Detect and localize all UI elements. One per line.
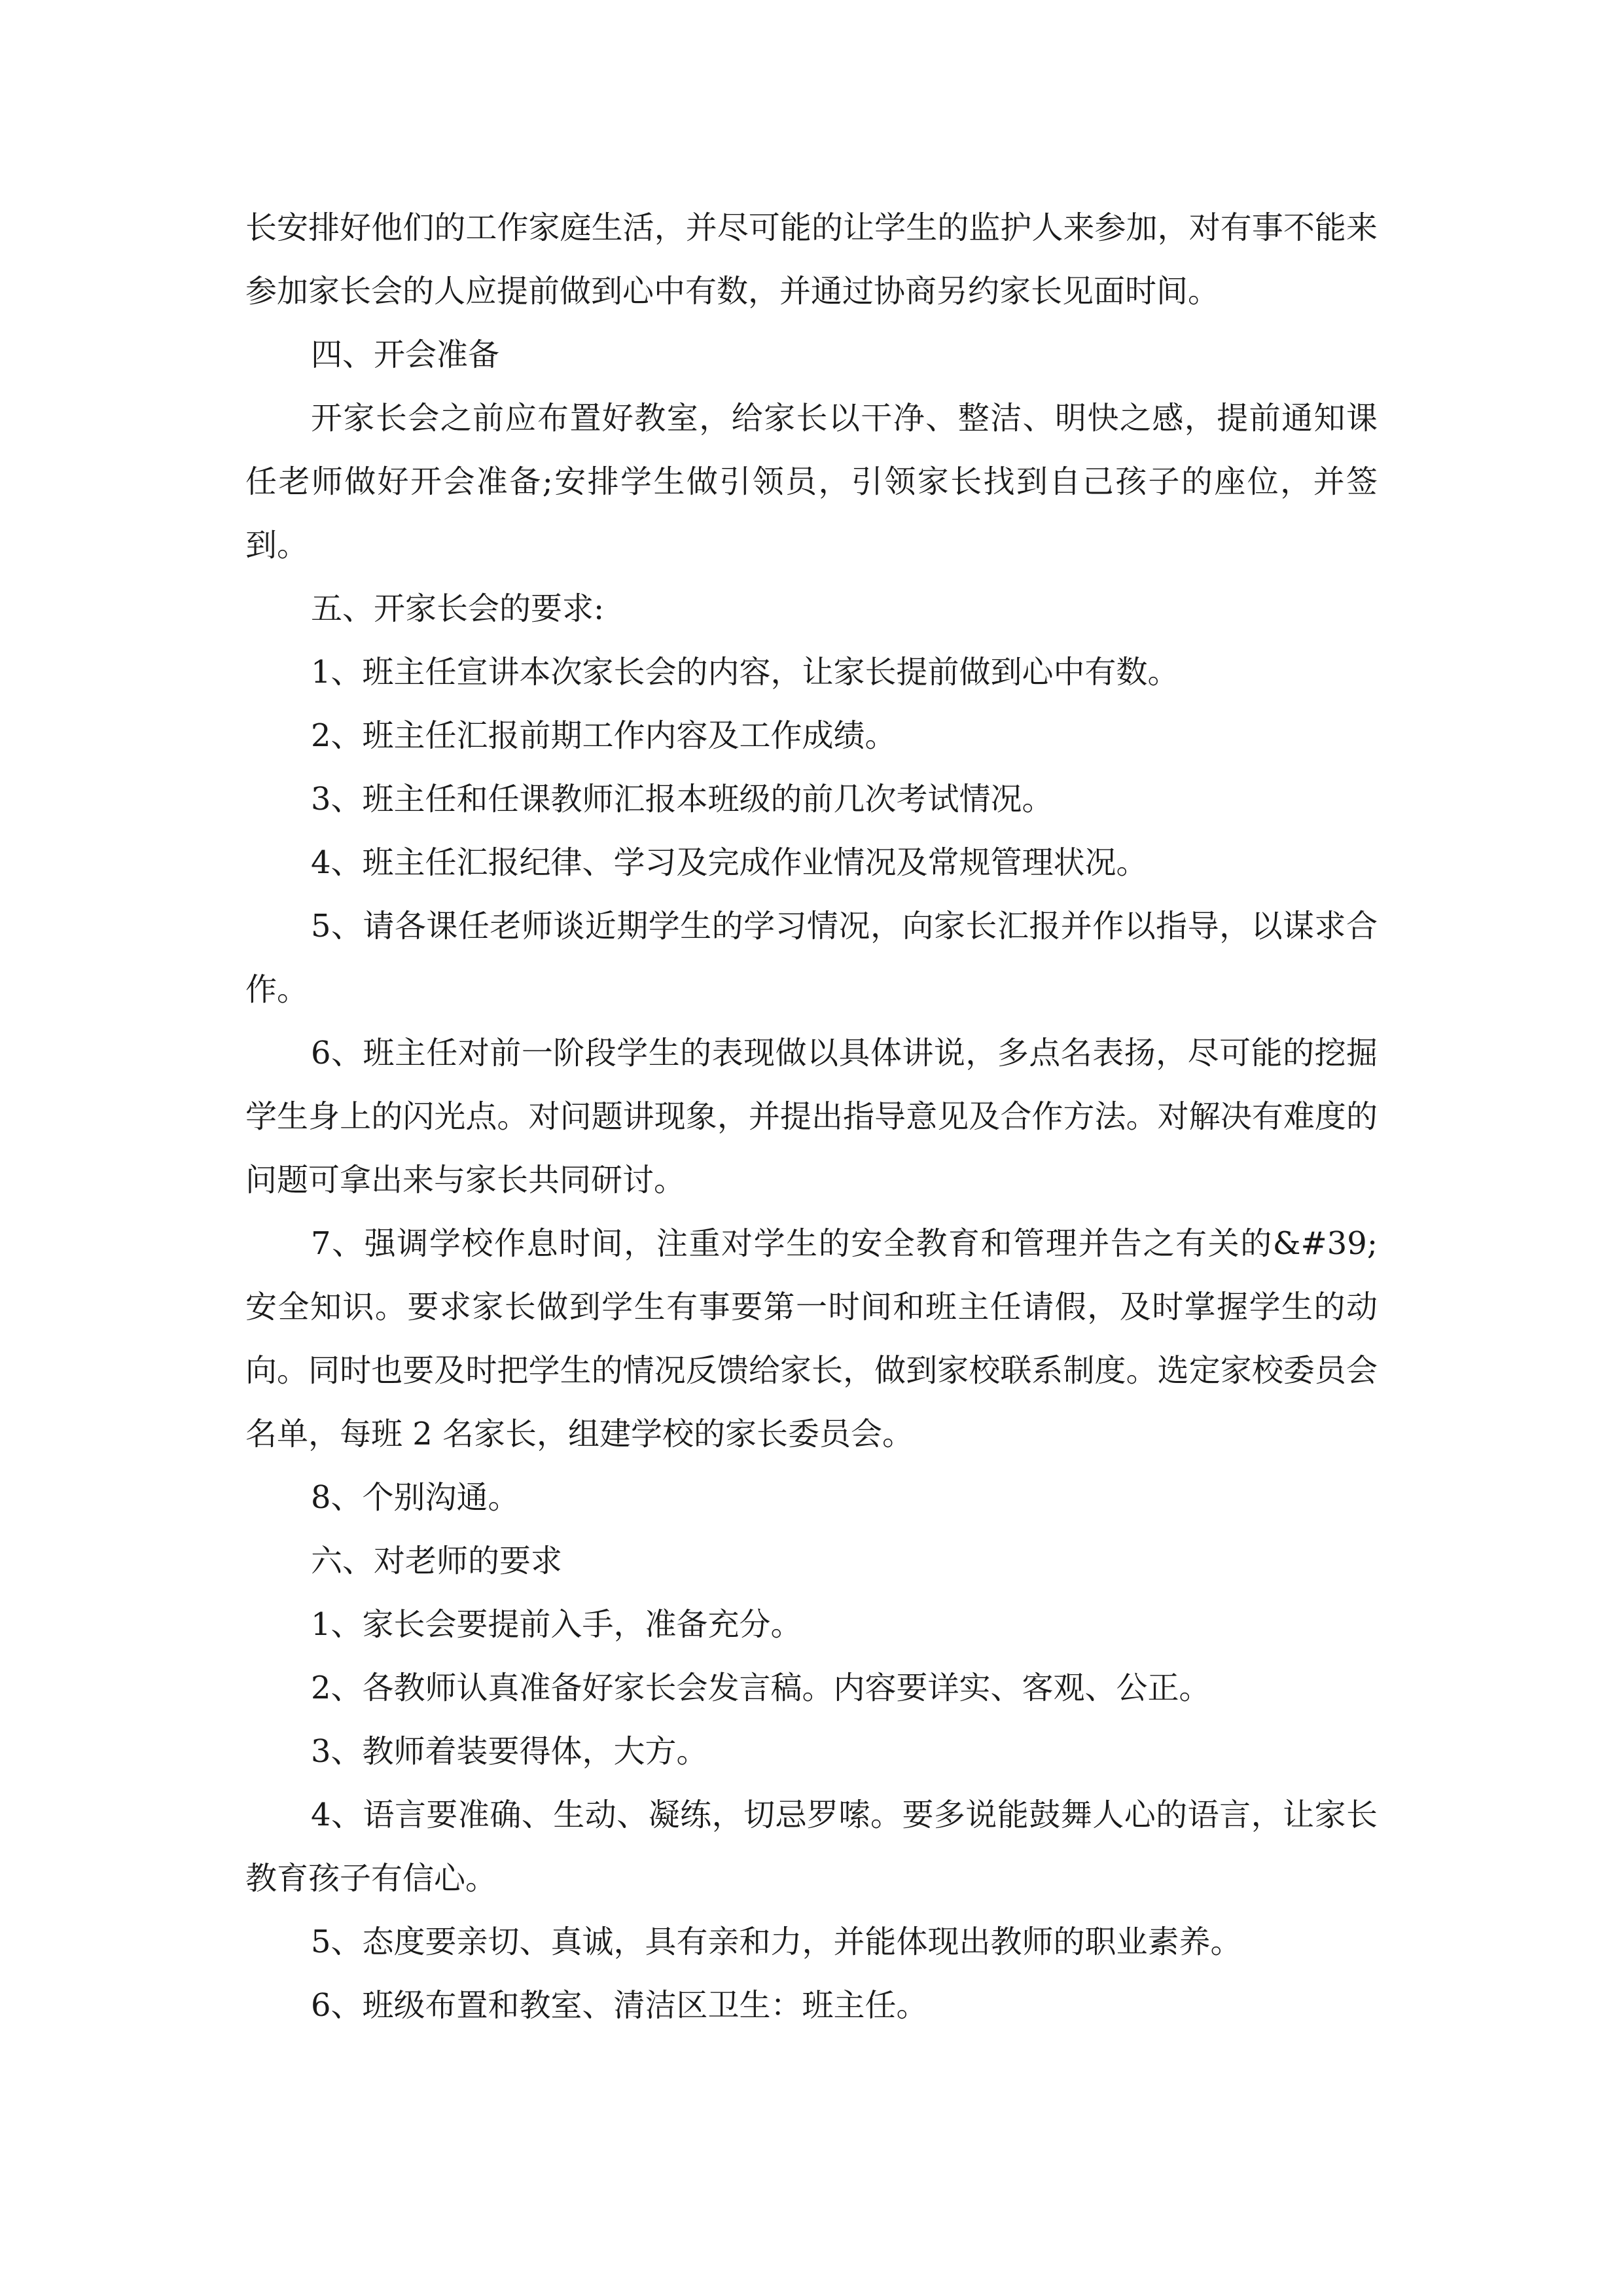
list-item: 4、语言要准确、生动、凝练，切忌罗嗦。要多说能鼓舞人心的语言，让家长教育孩子有信心。 xyxy=(245,1797,1378,1897)
list-item: 5、请各课任老师谈近期学生的学习情况，向家长汇报并作以指导，以谋求合作。 xyxy=(245,908,1378,1008)
list-item: 7、强调学校作息时间，注重对学生的安全教育和管理并告之有关的&#39;安全知识。要求家长做到学生有事要第一时间和班主任请假，及时掌握学生的动向。同时也要及时把学生的情况反馈给家长，做到家校联系制度。选定家校委员会名单，每班 2 名家长，组建学校的家长委员会。 xyxy=(245,1225,1378,1452)
list-item: 2、班主任汇报前期工作内容及工作成绩。 xyxy=(311,717,897,754)
list-item: 1、班主任宣讲本次家长会的内容，让家长提前做到心中有数。 xyxy=(311,654,1179,691)
list-item: 3、教师着装要得体，大方。 xyxy=(311,1733,708,1770)
paragraph-meeting-preparation: 开家长会之前应布置好教室，给家长以干净、整洁、明快之感，提前通知课任老师做好开会准备;安排学生做引领员，引领家长找到自己孩子的座位，并签到。 xyxy=(245,400,1378,564)
list-item: 3、班主任和任课教师汇报本班级的前几次考试情况。 xyxy=(311,781,1054,817)
list-item: 4、班主任汇报纪律、学习及完成作业情况及常规管理状况。 xyxy=(311,844,1148,881)
list-item: 2、各教师认真准备好家长会发言稿。内容要详实、客观、公正。 xyxy=(311,1670,1211,1706)
list-item: 6、班主任对前一阶段学生的表现做以具体讲说，多点名表扬，尽可能的挖掘学生身上的闪光点。对问题讲现象，并提出指导意见及合作方法。对解决有难度的问题可拿出来与家长共同研讨。 xyxy=(245,1035,1378,1198)
document-body xyxy=(245,196,1378,2037)
paragraph-continuation: 长安排好他们的工作家庭生活，并尽可能的让学生的监护人来参加，对有事不能来参加家长会的人应提前做到心中有数，并通过协商另约家长见面时间。 xyxy=(245,209,1378,310)
list-item: 6、班级布置和教室、清洁区卫生：班主任。 xyxy=(311,1987,928,2024)
list-item: 8、个别沟通。 xyxy=(311,1479,520,1516)
list-item: 5、态度要亲切、真诚，具有亲和力，并能体现出教师的职业素养。 xyxy=(311,1924,1242,1960)
list-item: 1、家长会要提前入手，准备充分。 xyxy=(311,1606,802,1643)
section-heading-meeting-preparation: 四、开会准备 xyxy=(311,336,500,373)
section-heading-meeting-requirements: 五、开家长会的要求: xyxy=(311,590,605,627)
section-heading-teacher-requirements: 六、对老师的要求 xyxy=(311,1543,563,1579)
